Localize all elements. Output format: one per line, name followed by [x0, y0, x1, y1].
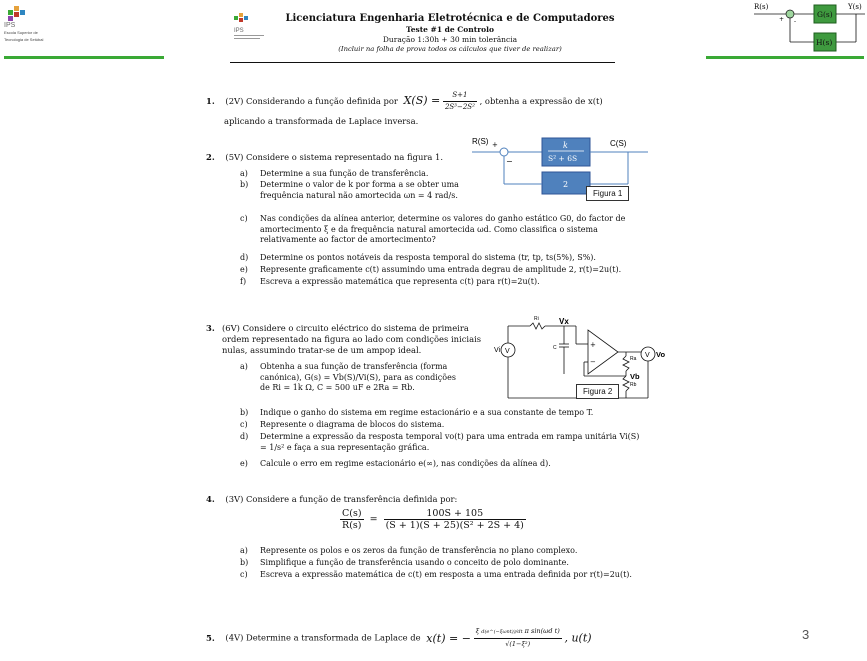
fig2-c: C [553, 345, 557, 351]
q5-tail: , u(t) [564, 631, 592, 645]
q1-fraction-den: 2S³−2S² [444, 103, 475, 111]
q4-transfer-function: $\frac{C(s)}{R(s)}$ = $\frac{100S + 105}{\text{(S + 1)(S + 25)(S² + 2S + 4)}}$ [342, 508, 524, 531]
q2-item-e [240, 265, 646, 276]
fig2-vx: Vx [559, 317, 569, 326]
diagram-sum-icon [786, 10, 794, 18]
fig1-c-label: C(S) [610, 139, 627, 148]
q2-text: (5V) Considere o sistema representado na figura 1. [225, 152, 444, 162]
figure-2-label: Figura 2 [576, 384, 619, 399]
q2-item-d-text: Determine os pontos notáveis da resposta temporal do sistema (tr, tp, ts(5%), S%). [260, 253, 596, 262]
diagram-y-label: Y(s) [848, 3, 862, 11]
fig1-sum-icon [500, 148, 508, 156]
q5-den: √(1−ξ²) [505, 640, 531, 648]
q3-item-d-letter: d) [240, 432, 249, 441]
svg-text:V: V [505, 348, 510, 355]
q4-rhs-num: 100S + 105 [384, 508, 526, 520]
q2-item-f-letter: f) [240, 277, 247, 286]
header-feedback-diagram [752, 0, 867, 54]
q1-x-lhs: X(S) = [403, 94, 441, 107]
test-title: Teste #1 de Controlo [406, 25, 494, 34]
svg-text:IPS: IPS [234, 28, 244, 34]
fig2-opamp-icon [588, 330, 618, 374]
svg-text:V: V [645, 352, 650, 359]
q3-item-b-letter: b) [240, 408, 249, 417]
q1-fraction-num: S+1 [443, 90, 477, 102]
q1-text-b: , obtenha a expressão de x(t) [479, 96, 603, 106]
q2-item-d-letter: d) [240, 253, 249, 262]
q4-item-b [240, 558, 646, 569]
question-3 [206, 323, 496, 356]
q5-num-xi: ξ [475, 627, 480, 635]
course-title: Licenciatura Engenharia Eletrotécnica e de Computadores [285, 13, 615, 24]
fig1-den: S² + 6S [548, 154, 578, 163]
ips-logo-center [232, 12, 272, 44]
q3-item-e [240, 459, 646, 470]
fig2-rb: Rb [630, 382, 637, 388]
fig2-rb-resistor-icon [623, 376, 629, 391]
q2-item-d [240, 253, 646, 264]
q3-item-a-text: Obtenha a sua função de transferência (forma canónica), G(s) = Vb(S)/Vi(S), para as condições de Ri = 1k Ω, C = 500 uF e 2Ra = Rb. [260, 362, 456, 392]
q5-text: (4V) Determine a transformada de Laplace de [225, 632, 421, 643]
q4-item-c [240, 570, 646, 581]
q5-num-deriv: d(e^(−ξωnt))/dt [481, 629, 523, 635]
q2-item-c [240, 214, 646, 246]
q5-fraction [474, 626, 562, 650]
question-1 [206, 90, 646, 127]
q2-item-e-text: Represente graficamente c(t) assumindo uma entrada degrau de amplitude 2, r(t)=2u(t). [260, 265, 622, 274]
question-4 [206, 494, 646, 505]
q1-text-c: aplicando a transformada de Laplace inversa. [224, 116, 419, 126]
ips-logo-center-icon [232, 12, 272, 44]
diagram-g-label: G(s) [817, 10, 833, 19]
fig1-r-label: R(S) [472, 137, 489, 146]
q2-item-e-letter: e) [240, 265, 248, 274]
svg-text:−: − [590, 358, 596, 366]
ips-logo-name: IPS [4, 22, 16, 29]
q3-item-a-letter: a) [240, 362, 248, 371]
q3-item-e-text: Calcule o erro em regime estacionário e(∞), nas condições da alínea d). [260, 459, 551, 468]
q3-item-e-letter: e) [240, 459, 248, 468]
question-2 [206, 152, 466, 163]
fig1-minus: − [506, 157, 513, 166]
q2-item-f [240, 277, 646, 288]
ips-logo-school: Escola Superior de Tecnologia de Setúbal [4, 30, 44, 42]
q4-item-a-text: Represente os polos e os zeros da função de transferência no plano complexo. [260, 546, 578, 555]
fig2-ra-resistor-icon [623, 356, 629, 371]
fig2-vo: Vo [656, 350, 666, 359]
svg-text:+: + [590, 341, 596, 349]
diagram-h-label: H(s) [816, 38, 833, 47]
fig2-vi: Vi [494, 347, 501, 354]
test-note: (Incluir na folha de prova todos os cálculos que tiver de realizar) [338, 45, 562, 53]
q4-rhs-den: (S + 1)(S + 25)(S² + 2S + 4) [385, 520, 524, 531]
q5-lhs: x(t) = − [426, 631, 471, 645]
q2-item-a [240, 169, 460, 180]
q3-number: 3. [206, 323, 215, 333]
q4-item-a [240, 546, 646, 557]
q4-number: 4. [206, 494, 215, 504]
q1-number: 1. [206, 96, 215, 106]
test-duration: Duração 1:30h + 30 min tolerância [382, 35, 518, 44]
q4-item-c-text: Escreva a expressão matemática de c(t) em resposta a uma entrada definida por r(t)=2u(t). [260, 570, 632, 579]
q4-item-b-text: Simplifique a função de transferência usando o conceito de polo dominante. [260, 558, 569, 567]
q3-item-c-letter: c) [240, 420, 248, 429]
q2-item-f-text: Escreva a expressão matemática que representa c(t) para r(t)=2u(t). [260, 277, 540, 286]
q2-item-b [240, 180, 460, 201]
q3-item-b [240, 408, 646, 419]
q4-item-c-letter: c) [240, 570, 248, 579]
q4-lhs-num: C(s) [342, 508, 362, 519]
q2-item-b-text: Determine o valor de k por forma a se obter uma frequência natural não amortecida ωn = 4 rad/s. [260, 180, 459, 200]
q3-item-a [240, 362, 468, 394]
q2-item-a-letter: a) [240, 169, 248, 178]
q3-text: (6V) Considere o circuito eléctrico do sistema de primeira ordem representado na figura ao lado com condições iniciais nulas, assumindo tratar-se de um ampop ideal. [222, 323, 482, 355]
q3-item-d-text: Determine a expressão da resposta temporal vo(t) para uma entrada em rampa unitária Vi(S) = 1/s² e faça a sua representação gráfica. [260, 432, 640, 452]
header-rule [230, 62, 615, 63]
fig2-vb: Vb [630, 372, 640, 381]
fig2-ri-resistor-icon [530, 323, 545, 329]
q3-item-c-text: Represente o diagrama de blocos do sistema. [260, 420, 445, 429]
q4-item-b-letter: b) [240, 558, 249, 567]
diagram-minus: - [794, 18, 797, 25]
header-title-block [280, 13, 620, 53]
q5-num-rest: π sin(ωd t) [524, 627, 560, 635]
q4-item-a-letter: a) [240, 546, 248, 555]
q2-item-c-text: Nas condições da alínea anterior, determine os valores do ganho estático G0, do factor de amortecimento ξ e da frequência natural amortecida ωd. Como classifica o sistema relativamente ao factor de amortecimento? [260, 214, 626, 244]
ips-logo-text [4, 22, 56, 43]
q3-item-b-text: Indique o ganho do sistema em regime estacionário e a sua constante de tempo T. [260, 408, 594, 417]
diagram-plus: + [779, 16, 785, 23]
q3-item-d [240, 432, 646, 453]
q3-item-c [240, 420, 646, 431]
diagram-r-label: R(s) [754, 3, 769, 11]
fig1-plus: + [492, 141, 498, 149]
q2-item-b-letter: b) [240, 180, 249, 189]
q2-number: 2. [206, 152, 215, 162]
q1-text-a: (2V) Considerando a função definida por [225, 96, 398, 106]
question-5 [206, 626, 666, 650]
green-bar-left [4, 56, 164, 59]
fig2-ra: Ra [630, 356, 637, 362]
q4-text: (3V) Considere a função de transferência definida por: [225, 494, 458, 504]
q4-lhs-den: R(s) [342, 520, 362, 531]
q2-item-c-letter: c) [240, 214, 248, 223]
q5-number: 5. [206, 632, 215, 643]
fig2-ri: Ri [534, 316, 539, 322]
q2-item-a-text: Determine a sua função de transferência. [260, 169, 429, 178]
green-bar-right [706, 56, 864, 59]
q1-fraction [443, 90, 477, 113]
fig1-k: k [563, 141, 568, 150]
fig1-fb: 2 [563, 180, 569, 189]
page-number: 3 [802, 627, 810, 642]
figure-1-label: Figura 1 [586, 186, 629, 201]
